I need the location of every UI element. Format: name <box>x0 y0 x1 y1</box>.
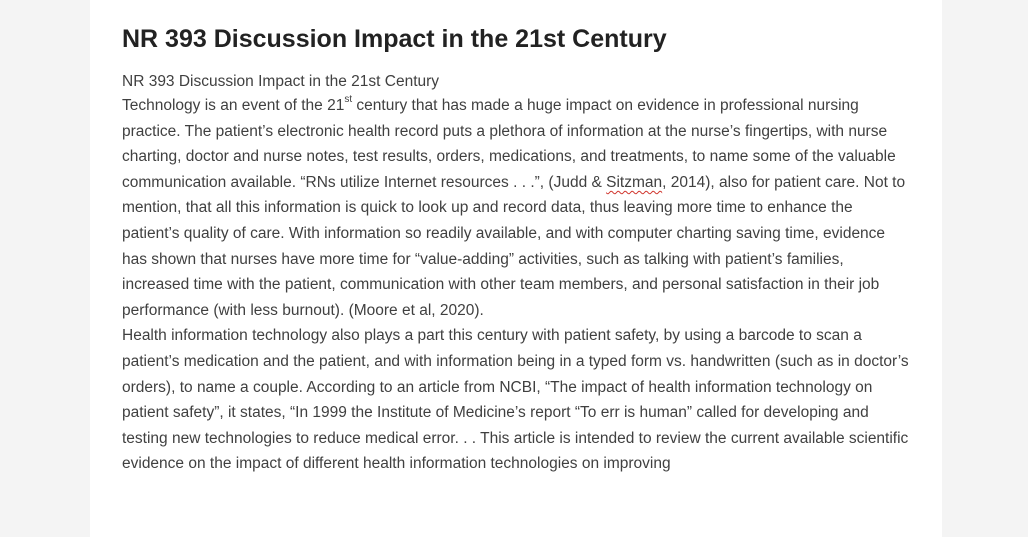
article-subtitle: NR 393 Discussion Impact in the 21st Century <box>122 73 440 90</box>
paragraph-text-part: Technology is an event of the 21 <box>122 97 345 114</box>
paragraph-text-part: , 2014), also for patient care. Not to mention, that all this information is quick to look up and record data, thus leaving more time to enhance the patient’s quality of care. With information so readily available, and with computer charting saving time, evidence has shown that nurses have more time for “value-adding” activities, such as talking with patient’s families, increased time with the patient, communication with other team members, and personal satisfaction in their job performance (with less burnout). (Moore et al, 2020). <box>122 173 906 319</box>
paragraph-technology <box>122 93 912 323</box>
paragraph-patient-safety: Health information technology also plays a part this century with patient safety, by using a barcode to scan a patient’s medication and the patient, and with information being in a typed form vs. handwritten (such as in doctor’s orders), to name a couple. According to an article from NCBI, “The impact of health information technology on patient safety”, it states, “In 1999 the Institute of Medicine’s report “To err is human” called for developing and testing new technologies to reduce medical error. . . This article is intended to review the current available scientific evidence on the impact of different health information technologies on improving <box>122 327 909 473</box>
superscript-ordinal: st <box>344 93 353 105</box>
article-content <box>122 0 912 477</box>
paragraph-text-part: century that has made a huge impact on evidence in professional nursing practice. The patient’s electronic health record puts a plethora of information at the nurse’s fingertips, with nurse charting, doctor and nurse notes, test results, orders, medications, and treatments, to name some of the valuable communication available. “RNs utilize Internet resources . . .”, (Judd & <box>122 97 896 191</box>
misspelled-word[interactable]: Sitzman <box>606 173 663 191</box>
page-title: NR 393 Discussion Impact in the 21st Century <box>122 25 667 53</box>
article-page <box>90 0 942 537</box>
